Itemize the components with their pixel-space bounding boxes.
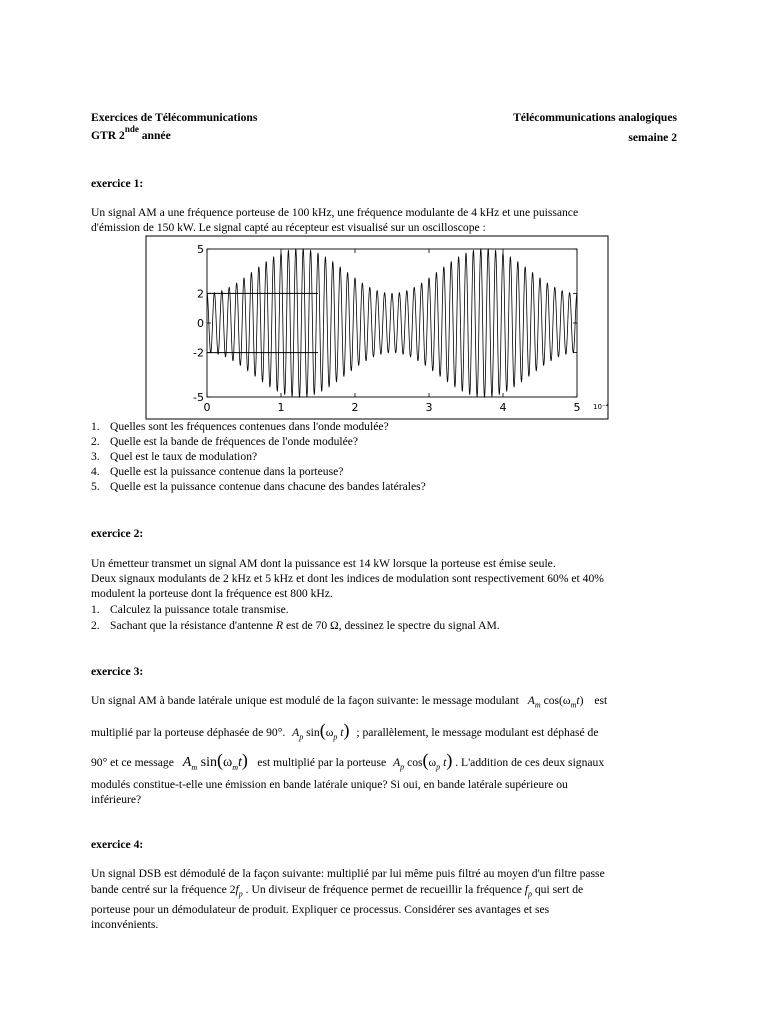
question-number: 2. <box>91 435 100 448</box>
list-item <box>91 434 426 449</box>
exercise-1-questions <box>91 419 426 494</box>
question-text: Quel est le taux de modulation? <box>110 450 258 463</box>
header-left-title: Exercices de Télécommunications <box>91 111 258 124</box>
exercise-4-line-1: Un signal DSB est démodulé de la façon suivante: multiplié par lui même puis filtré au moyen d'un filtre passe <box>91 867 605 880</box>
x-multiplier-label: 10⁻⁴ <box>593 403 609 411</box>
text-segment: . Un diviseur de fréquence permet de recueillir la fréquence <box>242 883 525 896</box>
exercise-3-line-2 <box>91 720 599 742</box>
equation-am-sin: $A_m$ $\sin(\omega_mt)$ <box>182 750 248 772</box>
y-tick-label: 2 <box>197 287 204 301</box>
chart-plot-area <box>207 249 577 397</box>
frequency-symbol: f <box>235 883 239 896</box>
exercise-3-line-4: modulés constitue-t-elle une émission en bande latérale unique? Si oui, en bande latérale supérieure ou <box>91 778 568 791</box>
list-item <box>91 479 426 494</box>
exercise-4-line-3: porteuse pour un démodulateur de produit. Expliquer ce processus. Considérer ses avantages et ses <box>91 903 550 916</box>
exercise-3-title: exercice 3: <box>91 665 144 678</box>
text-segment: est multiplié par la porteuse <box>257 756 387 769</box>
exercise-4-line-2: bande centré sur la fréquence $2f_p$ . Un diviseur de fréquence permet de recueillir la fréquence $f_p$ qui sert de <box>91 883 584 899</box>
question-text: est de 70 Ω, dessinez le spectre du signal AM. <box>283 619 500 632</box>
question-number: 5. <box>91 480 100 493</box>
exercise-1-intro-line-1: Un signal AM a une fréquence porteuse de 100 kHz, une fréquence modulante de 4 kHz et une puissance <box>91 206 579 219</box>
exercise-3-line-3 <box>91 750 605 772</box>
exercise-1-title: exercice 1: <box>91 177 144 190</box>
exercise-2-title: exercice 2: <box>91 527 144 540</box>
x-tick-label: 3 <box>425 401 433 414</box>
exercise-2-line-3: modulent la porteuse dont la fréquence est 800 kHz. <box>91 587 333 600</box>
y-tick-label: -2 <box>193 346 204 360</box>
exercise-2-question-1 <box>91 602 289 617</box>
question-number: 3. <box>91 450 100 463</box>
exercise-2-line-1: Un émetteur transmet un signal AM dont la puissance est 14 kW lorsque la porteuse est émise seule. <box>91 557 556 570</box>
question-text: Quelle est la puissance contenue dans chacune des bandes latérales? <box>110 480 426 493</box>
equation-ap-sin: $A_p$ $\sin(\omega_p$ t) <box>292 720 350 742</box>
x-tick-label: 2 <box>351 401 359 414</box>
question-number: 2. <box>91 619 100 632</box>
question-text: Sachant que la résistance d'antenne <box>110 619 276 632</box>
question-text: Quelle est la puissance contenue dans la porteuse? <box>110 465 344 478</box>
question-text: Calculez la puissance totale transmise. <box>110 603 289 616</box>
exercise-4-title: exercice 4: <box>91 838 144 851</box>
exercise-3-line-1 <box>91 693 607 708</box>
y-tick-label: 5 <box>197 243 204 256</box>
list-item <box>91 419 426 434</box>
equation-am-cos: $A_m$ $\cos(\omega_mt)$ <box>527 694 584 710</box>
text-segment: . L'addition de ces deux signaux <box>455 756 605 769</box>
text-segment: multiplié par la porteuse déphasée de 90°. <box>91 726 286 739</box>
level-suffix: année <box>138 129 171 142</box>
x-tick-label: 5 <box>573 401 581 414</box>
text-segment: 90° et ce message <box>91 756 174 769</box>
list-item <box>91 464 426 479</box>
text-segment: ; parallèlement, le message modulant est déphasé de <box>356 726 599 739</box>
level-superscript: nde <box>124 124 139 135</box>
resistance-symbol: R <box>275 619 284 632</box>
text-segment: qui sert de <box>531 883 584 896</box>
question-number: 1. <box>91 603 100 616</box>
y-tick-label: -5 <box>193 391 204 404</box>
question-text: Quelle est la bande de fréquences de l'onde modulée? <box>110 435 359 448</box>
x-tick-label: 1 <box>277 401 285 414</box>
exercise-3-line-5: inférieure? <box>91 793 142 806</box>
question-number: 1. <box>91 420 100 433</box>
header-left-subtitle <box>91 124 171 143</box>
x-tick-label: 4 <box>499 401 507 414</box>
equation-ap-cos: $A_p$ $\cos(\omega_p$ t) <box>393 750 453 772</box>
chart-outer-frame <box>146 236 608 419</box>
list-item <box>91 449 426 464</box>
header-right-title: Télécommunications analogiques <box>513 111 677 124</box>
exercise-2-line-2: Deux signaux modulants de 2 kHz et 5 kHz et dont les indices de modulation sont respectivement 60% et 40% <box>91 572 604 585</box>
text-segment: Un signal AM à bande latérale unique est modulé de la façon suivante: le message modulant <box>91 694 519 707</box>
x-tick-label: 0 <box>203 401 211 414</box>
exercise-1-intro-line-2: d'émission de 150 kW. Le signal capté au récepteur est visualisé sur un oscilloscope : <box>91 221 486 234</box>
level-prefix: GTR 2 <box>91 129 125 142</box>
frequency-symbol: f <box>524 883 528 896</box>
exercise-2-question-2 <box>91 618 500 633</box>
question-text: Quelles sont les fréquences contenues dans l'onde modulée? <box>110 420 389 433</box>
text-segment: bande centré sur la fréquence 2 <box>91 883 236 896</box>
exercise-4-line-4: inconvénients. <box>91 918 159 931</box>
header-right-subtitle: semaine 2 <box>628 131 677 144</box>
question-number: 4. <box>91 465 100 478</box>
y-tick-label: 0 <box>197 317 204 330</box>
am-signal-series <box>207 249 577 397</box>
text-segment: est <box>594 694 608 707</box>
